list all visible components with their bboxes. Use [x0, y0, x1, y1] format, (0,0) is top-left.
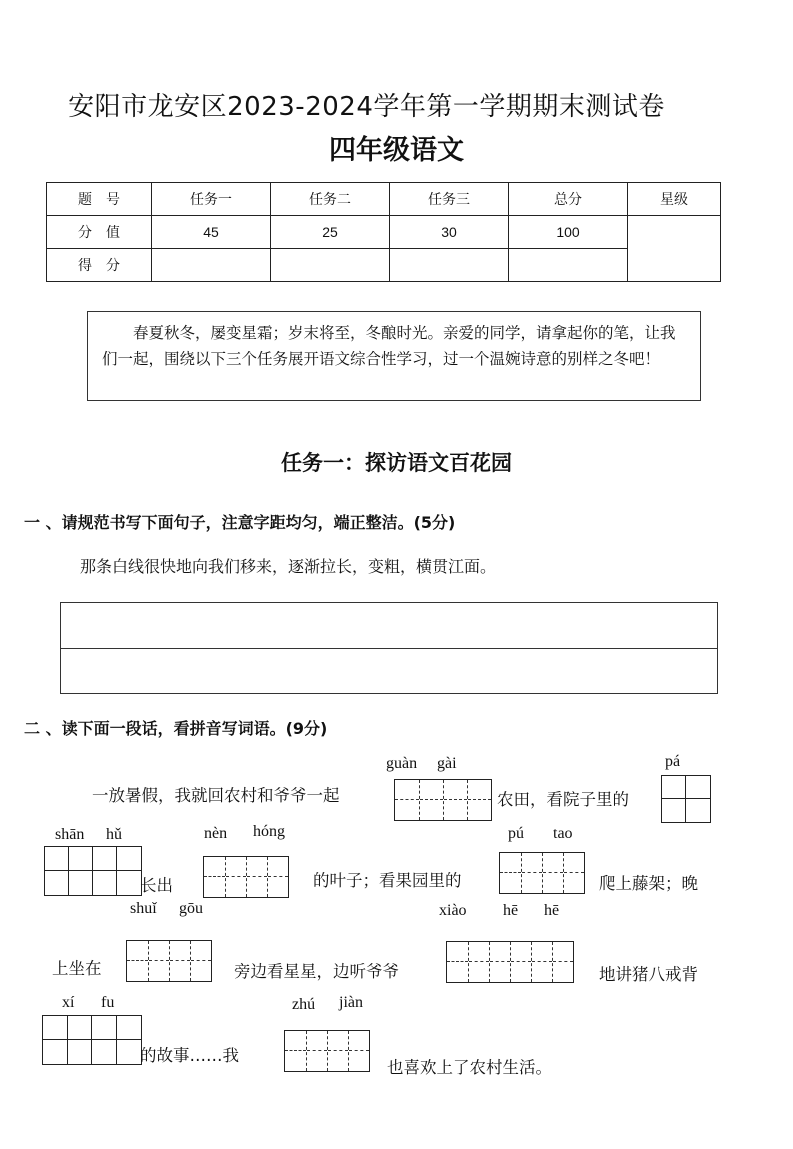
pinyin: hē [544, 902, 560, 919]
answer-grid-shuigou[interactable] [126, 940, 212, 982]
pinyin: shuǐ [130, 900, 157, 917]
answer-grid-nenhong[interactable] [203, 856, 289, 898]
writing-area[interactable] [60, 602, 718, 694]
answer-grid-shanhu[interactable] [44, 846, 142, 896]
value-cell: 45 [152, 216, 271, 249]
answer-grid-putao[interactable] [499, 852, 585, 894]
passage-text: 旁边看星星，边听爷爷 [234, 962, 399, 981]
passage-text: 农田，看院子里的 [497, 790, 629, 809]
passage-text: 一放暑假，我就回农村和爷爷一起 [92, 786, 340, 805]
answer-grid-xiaohehe[interactable] [446, 941, 574, 983]
answer-grid-pa[interactable] [661, 775, 711, 823]
score-table [46, 182, 721, 282]
pinyin: fu [101, 994, 115, 1011]
score-input-cell[interactable] [152, 249, 271, 282]
header-cell: 任务二 [271, 183, 390, 216]
answer-grid-guangai[interactable] [394, 779, 492, 821]
score-input-cell[interactable] [390, 249, 509, 282]
pinyin: hǔ [106, 826, 122, 843]
pinyin: gài [437, 755, 457, 772]
pinyin: shān [55, 826, 85, 843]
pinyin: tao [553, 825, 573, 842]
table-row [47, 216, 721, 249]
pinyin: nèn [204, 825, 228, 842]
header-cell: 星级 [628, 183, 721, 216]
table-row [47, 183, 721, 216]
star-rating-cell[interactable] [628, 216, 721, 282]
score-input-cell[interactable] [509, 249, 628, 282]
score-input-cell[interactable] [271, 249, 390, 282]
passage-text: 也喜欢上了农村生活。 [387, 1058, 552, 1077]
value-cell: 25 [271, 216, 390, 249]
table-row [47, 249, 721, 282]
pinyin: hóng [253, 823, 285, 840]
row-label: 得 分 [47, 249, 152, 282]
header-cell: 题 号 [47, 183, 152, 216]
exam-title: 安阳市龙安区2023-2024学年第一学期期末测试卷 [68, 92, 665, 122]
header-cell: 总分 [509, 183, 628, 216]
exam-subtitle: 四年级语文 [329, 135, 464, 166]
header-cell: 任务一 [152, 183, 271, 216]
passage-text: 的叶子；看果园里的 [313, 871, 462, 890]
passage-text: 地讲猪八戒背 [599, 965, 698, 984]
passage-text: 的故事……我 [140, 1046, 239, 1065]
pinyin: xiào [439, 902, 467, 919]
question-1-title: 一 、请规范书写下面句子，注意字距均匀，端正整洁。(5分) [24, 513, 456, 532]
answer-grid-xifu[interactable] [42, 1015, 142, 1065]
pinyin: hē [503, 902, 519, 919]
answer-grid-zhujian[interactable] [284, 1030, 370, 1072]
question-2-title: 二 、读下面一段话，看拼音写词语。(9分) [24, 719, 328, 738]
header-cell: 任务三 [390, 183, 509, 216]
pinyin: guàn [386, 755, 418, 772]
passage-text: 爬上藤架；晚 [599, 874, 698, 893]
pinyin: zhú [292, 996, 316, 1013]
pinyin: gōu [179, 900, 203, 917]
passage-text: 长出 [140, 876, 173, 895]
value-cell: 30 [390, 216, 509, 249]
intro-box: 春夏秋冬，屡变星霜；岁末将至，冬酿时光。亲爱的同学，请拿起你的笔，让我们一起，围绕以下三个任务展开语文综合性学习，过一个温婉诗意的别样之冬吧！ [87, 311, 701, 401]
pinyin: xí [62, 994, 75, 1011]
task1-title: 任务一：探访语文百花园 [281, 451, 512, 475]
passage-text: 上坐在 [52, 959, 102, 978]
value-cell: 100 [509, 216, 628, 249]
copy-sentence: 那条白线很快地向我们移来，逐渐拉长，变粗，横贯江面。 [80, 557, 497, 576]
pinyin: jiàn [339, 994, 363, 1011]
pinyin: pá [665, 753, 681, 770]
pinyin: pú [508, 825, 524, 842]
row-label: 分 值 [47, 216, 152, 249]
